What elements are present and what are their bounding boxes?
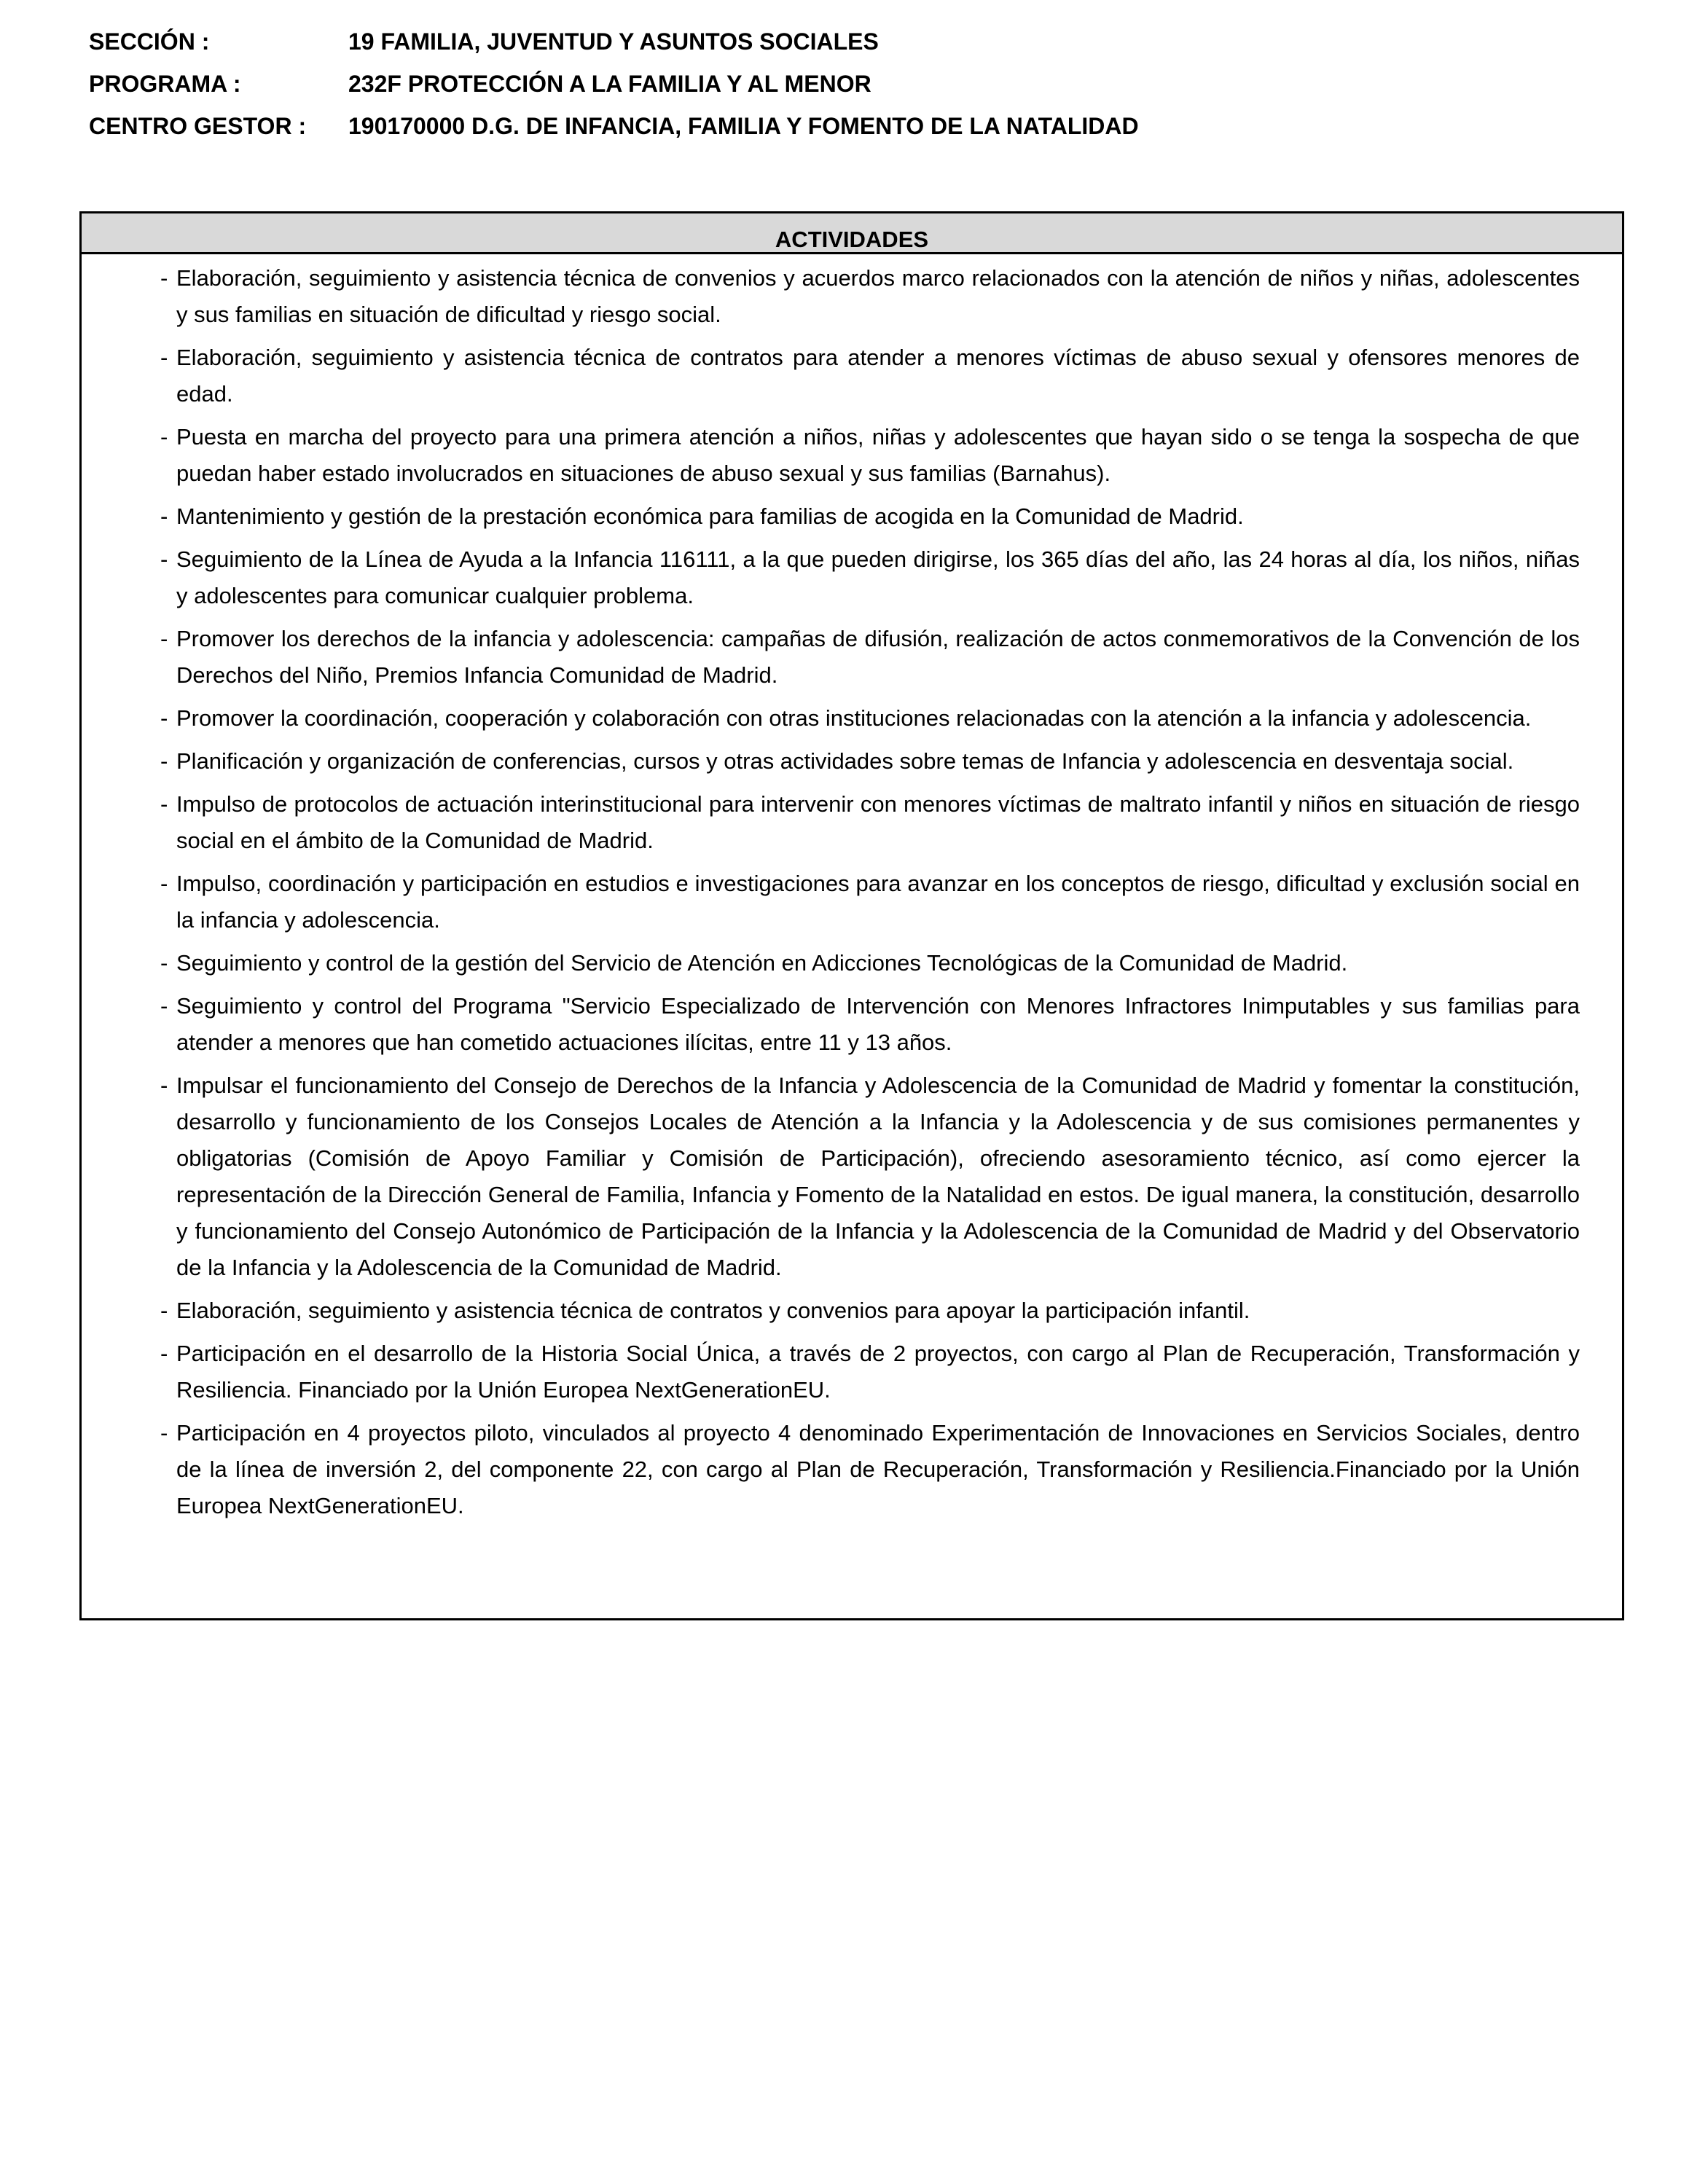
activity-text: Impulso, coordinación y participación en estudios e investigaciones para avanzar en los conceptos de riesgo, dificultad y exclusión social en la infancia y adolescencia. bbox=[176, 871, 1580, 933]
dash-bullet: - bbox=[160, 265, 168, 291]
activity-text: Elaboración, seguimiento y asistencia técnica de convenios y acuerdos marco relacionados con la atención de niños y niñas, adolescentes y sus familias en situación de dificultad y riesgo social. bbox=[176, 265, 1580, 327]
activities-table bbox=[79, 211, 1624, 1620]
programa-label: PROGRAMA : bbox=[89, 71, 241, 97]
activity-item bbox=[160, 340, 1580, 412]
activity-item bbox=[160, 498, 1580, 535]
seccion-label: SECCIÓN : bbox=[89, 28, 210, 55]
activity-item bbox=[160, 945, 1580, 981]
activity-item bbox=[160, 988, 1580, 1061]
activity-text: Impulsar el funcionamiento del Consejo de Derechos de la Infancia y Adolescencia de la Comunidad de Madrid y fomentar la constitución, desarrollo y funcionamiento de los Consejos Locales de Atención a la Infancia y la Adolescencia y de sus comisiones permanentes y obligatorias (Comisión de Apoyo Familiar y Comisión de Participación), ofreciendo asesoramiento técnico, así como ejercer la representación de la Dirección General de Familia, Infancia y Fomento de la Natalidad en estos. De igual manera, la constitución, desarrollo y funcionamiento del Consejo Autonómico de Participación de la Infancia y la Adolescencia de la Comunidad de Madrid y del Observatorio de la Infancia y la Adolescencia de la Comunidad de Madrid. bbox=[176, 1073, 1580, 1280]
dash-bullet: - bbox=[160, 1420, 168, 1446]
activity-item bbox=[160, 866, 1580, 938]
activity-text: Participación en 4 proyectos piloto, vinculados al proyecto 4 denominado Experimentación de Innovaciones en Servicios Sociales, dentro de la línea de inversión 2, del componente 22, con cargo al Plan de Recuperación, Transformación y Resiliencia.Financiado por la Unión Europea NextGenerationEU. bbox=[176, 1420, 1580, 1518]
dash-bullet: - bbox=[160, 993, 168, 1019]
activity-item bbox=[160, 1336, 1580, 1408]
activity-text: Promover los derechos de la infancia y adolescencia: campañas de difusión, realización de actos conmemorativos de la Convención de los Derechos del Niño, Premios Infancia Comunidad de Madrid. bbox=[176, 626, 1580, 688]
dash-bullet: - bbox=[160, 705, 168, 731]
centro-gestor-value: 190170000 D.G. DE INFANCIA, FAMILIA Y FOMENTO DE LA NATALIDAD bbox=[348, 113, 1139, 139]
activity-text: Planificación y organización de conferencias, cursos y otras actividades sobre temas de Infancia y adolescencia en desventaja social. bbox=[176, 748, 1514, 774]
dash-bullet: - bbox=[160, 748, 168, 774]
dash-bullet: - bbox=[160, 1073, 168, 1098]
dash-bullet: - bbox=[160, 345, 168, 370]
activity-text: Seguimiento y control del Programa "Servicio Especializado de Intervención con Menores Infractores Inimputables y sus familias para atender a menores que han cometido actuaciones ilícitas, entre 11 y 13 años. bbox=[176, 993, 1580, 1055]
dash-bullet: - bbox=[160, 1298, 168, 1323]
dash-bullet: - bbox=[160, 546, 168, 572]
activity-item bbox=[160, 1415, 1580, 1524]
activity-item bbox=[160, 260, 1580, 333]
programa-row bbox=[89, 63, 1619, 105]
activity-item bbox=[160, 743, 1580, 780]
dash-bullet: - bbox=[160, 950, 168, 976]
activity-item bbox=[160, 541, 1580, 614]
activity-text: Promover la coordinación, cooperación y colaboración con otras instituciones relacionadas con la atención a la infancia y adolescencia. bbox=[176, 705, 1532, 731]
dash-bullet: - bbox=[160, 626, 168, 651]
activity-text: Impulso de protocolos de actuación interinstitucional para intervenir con menores víctimas de maltrato infantil y niños en situación de riesgo social en el ámbito de la Comunidad de Madrid. bbox=[176, 791, 1580, 853]
dash-bullet: - bbox=[160, 503, 168, 529]
dash-bullet: - bbox=[160, 791, 168, 817]
document-header bbox=[89, 20, 1619, 147]
programa-value: 232F PROTECCIÓN A LA FAMILIA Y AL MENOR bbox=[348, 71, 871, 97]
activity-text: Elaboración, seguimiento y asistencia técnica de contratos y convenios para apoyar la participación infantil. bbox=[176, 1298, 1250, 1323]
seccion-value: 19 FAMILIA, JUVENTUD Y ASUNTOS SOCIALES bbox=[348, 28, 879, 55]
activity-text: Seguimiento y control de la gestión del Servicio de Atención en Adicciones Tecnológicas de la Comunidad de Madrid. bbox=[176, 950, 1348, 976]
activity-text: Elaboración, seguimiento y asistencia técnica de contratos para atender a menores víctimas de abuso sexual y ofensores menores de edad. bbox=[176, 345, 1580, 407]
activity-item bbox=[160, 621, 1580, 694]
activity-item bbox=[160, 1293, 1580, 1329]
centro-gestor-row bbox=[89, 105, 1619, 147]
activity-item bbox=[160, 1067, 1580, 1286]
activities-title: ACTIVIDADES bbox=[82, 213, 1622, 254]
activity-text: Seguimiento de la Línea de Ayuda a la Infancia 116111, a la que pueden dirigirse, los 365 días del año, las 24 horas al día, los niños, niñas y adolescentes para comunicar cualquier problema. bbox=[176, 546, 1580, 608]
dash-bullet: - bbox=[160, 1341, 168, 1366]
activities-list bbox=[82, 254, 1622, 1524]
centro-gestor-label: CENTRO GESTOR : bbox=[89, 113, 307, 139]
activity-text: Participación en el desarrollo de la Historia Social Única, a través de 2 proyectos, con cargo al Plan de Recuperación, Transformación y Resiliencia. Financiado por la Unión Europea NextGenerationEU. bbox=[176, 1341, 1580, 1403]
activity-text: Puesta en marcha del proyecto para una primera atención a niños, niñas y adolescentes que hayan sido o se tenga la sospecha de que puedan haber estado involucrados en situaciones de abuso sexual y sus familias (Barnahus). bbox=[176, 424, 1580, 486]
seccion-row bbox=[89, 20, 1619, 63]
activity-item bbox=[160, 700, 1580, 737]
activity-text: Mantenimiento y gestión de la prestación económica para familias de acogida en la Comunidad de Madrid. bbox=[176, 503, 1244, 529]
dash-bullet: - bbox=[160, 424, 168, 450]
activity-item bbox=[160, 419, 1580, 492]
activity-item bbox=[160, 786, 1580, 859]
dash-bullet: - bbox=[160, 871, 168, 896]
